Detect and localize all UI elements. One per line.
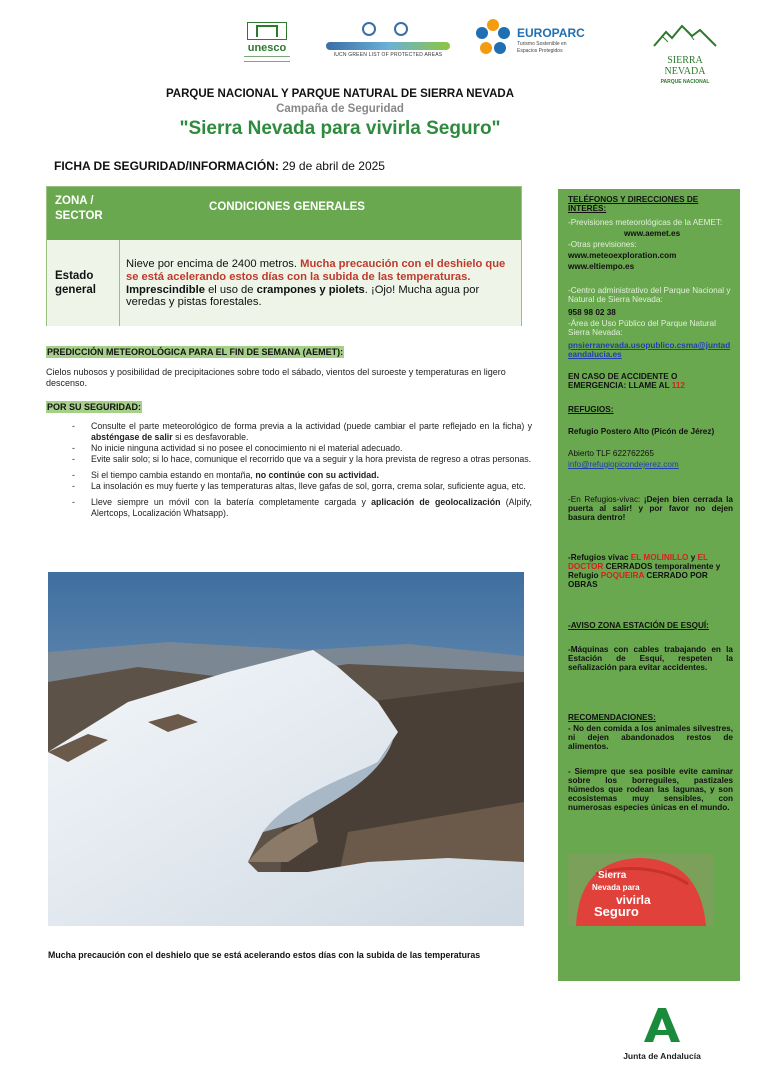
iucn-logo bbox=[322, 22, 454, 62]
mini-photo-text-4: Seguro bbox=[594, 904, 639, 919]
sn-logo-line3: PARQUE NACIONAL bbox=[660, 79, 710, 85]
closed-text-b: CERRADOS temporalmente y Refugio bbox=[568, 562, 721, 580]
safety-item-4a: Si el tiempo cambia estando en montaña, bbox=[91, 470, 253, 480]
campaign-shirt-image bbox=[568, 854, 714, 926]
list-item bbox=[60, 421, 532, 443]
refugio-name: Refugio Postero Alto (Picón de Jérez) bbox=[568, 427, 715, 436]
meteoexploration-url[interactable]: www.meteoexploration.com bbox=[568, 251, 677, 260]
sn-logo-line1: SIERRA bbox=[667, 55, 703, 66]
green-list-wave-icon bbox=[326, 42, 450, 50]
mini-photo-text-2: Nevada para bbox=[592, 883, 640, 892]
iucn-circle-icon bbox=[362, 22, 376, 36]
ficha-label: FICHA DE SEGURIDAD/INFORMACIÓN: bbox=[54, 159, 279, 173]
vivac-text: ¡Dejen bien cerrada la puerta al salir! y por favor no dejen basura dentro! bbox=[568, 495, 733, 522]
mini-photo-text-3: vivirla bbox=[616, 893, 651, 907]
emergency-text: EN CASO DE ACCIDENTE O EMERGENCIA: LLAME AL bbox=[568, 372, 678, 390]
photo-caption: Mucha precaución con el deshielo que se está acelerando estos días con la subida de las temperaturas bbox=[48, 950, 481, 960]
safety-item-1b: absténgase de salir bbox=[91, 432, 173, 442]
junta-name: Junta de Andalucía bbox=[623, 1051, 701, 1061]
ficha-date: 29 de abril de 2025 bbox=[282, 159, 385, 173]
list-item: - Evite salir solo; si lo hace, comunique el recorrido que va a seguir y la hora prevista de regreso a otras personas. bbox=[60, 454, 532, 465]
closed-doctor: EL DOCTOR bbox=[568, 553, 708, 571]
forecast-text: Cielos nubosos y posibilidad de precipitaciones sobre todo el sábado, vientos del suroeste y temperaturas en ligero descenso. bbox=[46, 367, 506, 388]
aemet-label: -Previsiones meteorológicas de la AEMET: bbox=[568, 218, 723, 227]
admin-center-label: -Centro administrativo del Parque Nacional y Natural de Sierra Nevada: bbox=[568, 286, 731, 304]
unesco-subtitle-lines bbox=[244, 56, 290, 62]
emergency-notice bbox=[568, 372, 733, 390]
europarc-name: EUROPARC bbox=[517, 26, 585, 40]
unesco-word: unesco bbox=[247, 42, 287, 54]
usage-text: el uso de bbox=[208, 283, 254, 296]
campaign-label: Campaña de Seguridad bbox=[276, 103, 404, 115]
list-item bbox=[60, 470, 532, 481]
safety-item-6a: Lleve siempre un móvil con la batería completamente cargada y bbox=[91, 497, 366, 507]
vivac-label: -En Refugios-vivac: bbox=[568, 495, 641, 504]
table-divider bbox=[119, 240, 120, 326]
campaign-slogan: "Sierra Nevada para vivirla Seguro" bbox=[179, 118, 501, 139]
crampons-text: crampones y piolets bbox=[256, 283, 365, 296]
park-title: PARQUE NACIONAL Y PARQUE NATURAL DE SIERRA NEVADA bbox=[165, 88, 514, 100]
snow-level-text: Nieve por encima de 2400 metros. bbox=[126, 258, 298, 270]
refugio-email[interactable]: info@refugiopicondejerez.com bbox=[568, 460, 679, 469]
recommendation-1: - No den comida a los animales silvestres, ni dejen abandonados restos de alimentos. bbox=[568, 724, 733, 751]
closed-molinillo: EL MOLINILLO bbox=[630, 553, 689, 562]
ski-notice-text: -Máquinas con cables trabajando en la Estación de Esquí, respeten la señalización para evitar accidentes. bbox=[568, 645, 733, 672]
emergency-number: 112 bbox=[671, 381, 685, 390]
safety-heading: POR SU SEGURIDAD: bbox=[47, 402, 142, 412]
closed-refugios-notice bbox=[568, 553, 733, 589]
closed-text-c: CERRADO POR OBRAS bbox=[568, 571, 708, 589]
essential-label: Imprescindible bbox=[126, 283, 205, 296]
sierra-nevada-logo bbox=[650, 22, 720, 85]
europarc-logo bbox=[473, 18, 588, 60]
thaw-warning-text: Mucha precaución con el deshielo que se está acelerando estos días con la subida de las temperaturas. bbox=[126, 258, 506, 283]
wcpa-circle-icon bbox=[394, 22, 408, 36]
mini-photo-text-1: Sierra bbox=[598, 870, 627, 881]
closed-text-a: -Refugios vivac bbox=[568, 553, 629, 562]
refugios-heading: REFUGIOS: bbox=[568, 405, 614, 414]
europarc-flower-icon bbox=[473, 18, 513, 58]
safety-item-1c: si es desfavorable. bbox=[175, 432, 249, 442]
admin-center-phone: 958 98 02 38 bbox=[568, 308, 616, 317]
recommendations-heading: RECOMENDACIONES: bbox=[568, 713, 656, 722]
list-item: - No inicie ninguna actividad si no posee el conocimiento ni el material adecuado. bbox=[60, 443, 532, 454]
refugio-phone: Abierto TLF 622762265 bbox=[568, 449, 654, 458]
list-item: - La insolación es muy fuerte y las temperaturas altas, lleve gafas de sol, gorra, crema solar, suficiente agua, etc. bbox=[60, 481, 532, 492]
junta-arch-icon bbox=[640, 1006, 684, 1044]
eltiempo-url[interactable]: www.eltiempo.es bbox=[568, 262, 635, 271]
vivac-notice bbox=[568, 495, 733, 522]
campaign-shirt-photo bbox=[568, 854, 714, 926]
europarc-subtitle: Turismo Sostenible en Espacios Protegidos bbox=[517, 41, 567, 54]
other-forecasts-label: -Otras previsiones: bbox=[568, 240, 637, 249]
info-sidebar bbox=[558, 189, 740, 981]
list-item bbox=[60, 497, 532, 519]
aemet-url[interactable]: www.aemet.es bbox=[624, 229, 681, 238]
forecast-heading: PREDICCIÓN METEOROLÓGICA PARA EL FIN DE SEMANA (AEMET): bbox=[47, 347, 344, 357]
unesco-temple-icon bbox=[247, 22, 287, 40]
ski-notice-heading: -AVISO ZONA ESTACIÓN DE ESQUÍ: bbox=[568, 621, 709, 630]
snow-cornice-image bbox=[48, 572, 524, 926]
safety-item-6c: (Alpify, Alertcops, Localización Whatsapp). bbox=[91, 497, 532, 518]
public-use-email[interactable]: pnsierranevada.usopublico.csma@juntadeandalucia.es bbox=[568, 341, 731, 359]
safety-item-1a: Consulte el parte meteorológico de forma previa a la actividad (puede cambiar el parte reflejado en la ficha) y bbox=[91, 421, 532, 431]
unesco-logo bbox=[244, 22, 290, 62]
closed-y: y bbox=[690, 553, 696, 562]
safety-list bbox=[60, 421, 532, 519]
general-conditions-header: CONDICIONES GENERALES bbox=[209, 201, 365, 213]
zone-sector-header: ZONA / SECTOR bbox=[55, 195, 103, 222]
junta-de-andalucia-logo bbox=[612, 1006, 712, 1061]
safety-item-6b: aplicación de geolocalización bbox=[371, 497, 501, 507]
closed-poqueira: POQUEIRA bbox=[600, 571, 645, 580]
conditions-table bbox=[46, 186, 522, 326]
general-state-label: Estado general bbox=[55, 270, 96, 296]
water-warning-text: . ¡Ojo! Mucha agua por veredas y pistas forestales. bbox=[126, 283, 480, 309]
phones-heading: TELÉFONOS Y DIRECCIONES DE INTERÉS: bbox=[568, 195, 699, 213]
sn-logo-line2: NEVADA bbox=[664, 66, 706, 77]
iucn-caption: IUCN GREEN LIST OF PROTECTED AREAS bbox=[333, 52, 443, 58]
mountain-icon bbox=[652, 22, 718, 50]
snow-cornice-photo bbox=[48, 572, 524, 926]
ficha-line bbox=[54, 159, 385, 173]
general-state-description bbox=[126, 258, 516, 309]
public-use-label: -Área de Uso Público del Parque Natural Sierra Nevada: bbox=[568, 319, 716, 337]
safety-item-4b: no continúe con su actividad. bbox=[255, 470, 379, 480]
recommendation-2: - Siempre que sea posible evite caminar sobre los borreguiles, pastizales húmedos que rodean las lagunas, y son ecosistemas muy sensibles, con numerosas especies únicas en el mundo. bbox=[568, 767, 733, 812]
